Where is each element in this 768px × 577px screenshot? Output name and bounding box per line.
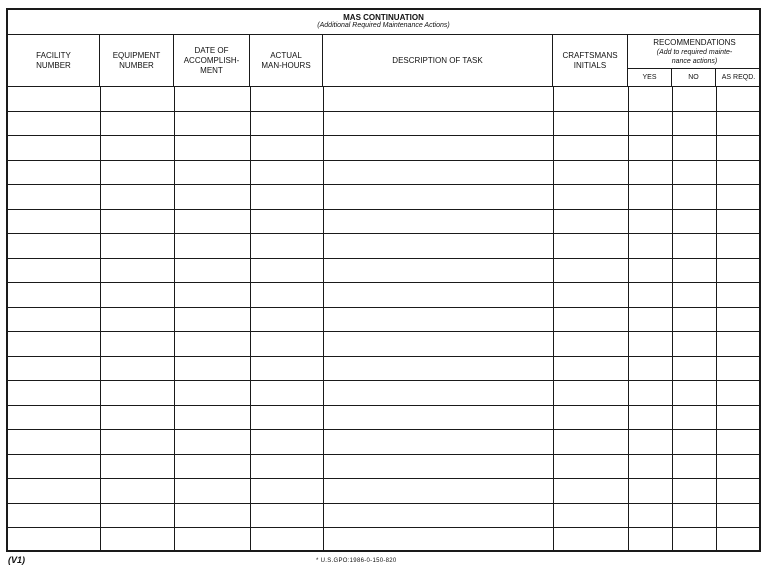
column-divider	[100, 86, 101, 552]
column-divider	[716, 86, 717, 552]
recommendations-label: RECOMMENDATIONS	[653, 38, 736, 47]
table-row	[8, 86, 759, 87]
column-divider	[672, 86, 673, 552]
table-row	[8, 258, 759, 259]
column-divider	[553, 86, 554, 552]
table-row	[8, 380, 759, 381]
header-yes: YES	[628, 69, 672, 86]
entry-grid	[8, 86, 759, 552]
column-divider	[323, 86, 324, 552]
column-divider	[628, 86, 629, 552]
header-actual-man-hours: ACTUAL MAN-HOURS	[250, 35, 323, 86]
form-version: (V1)	[8, 555, 26, 565]
header-date-of-accomplishment: DATE OF ACCOMPLISH- MENT	[174, 35, 250, 86]
header-recommendations	[628, 35, 761, 69]
recommendations-note: (Add to required mainte- nance actions)	[656, 49, 733, 65]
table-row	[8, 331, 759, 332]
table-row	[8, 503, 759, 504]
header-no: NO	[672, 69, 716, 86]
table-row	[8, 478, 759, 479]
table-row	[8, 135, 759, 136]
table-row	[8, 160, 759, 161]
table-row	[8, 282, 759, 283]
table-row	[8, 233, 759, 234]
gpo-imprint: * U.S.GPO:1986-0-150-820	[316, 558, 397, 564]
form-title-block	[8, 10, 759, 35]
table-row	[8, 184, 759, 185]
form-title: MAS CONTINUATION	[343, 13, 424, 22]
column-divider	[250, 86, 251, 552]
form-subtitle: (Additional Required Maintenance Actions)	[317, 22, 450, 29]
table-row	[8, 429, 759, 430]
table-row	[8, 405, 759, 406]
header-facility-number: FACILITY NUMBER	[8, 35, 100, 86]
header-description-of-task: DESCRIPTION OF TASK	[323, 35, 553, 86]
header-equipment-number: EQUIPMENT NUMBER	[100, 35, 174, 86]
mas-continuation-form	[6, 8, 761, 552]
table-row	[8, 111, 759, 112]
table-row	[8, 307, 759, 308]
column-divider	[174, 86, 175, 552]
table-row	[8, 356, 759, 357]
header-craftsmans-initials: CRAFTSMANS INITIALS	[553, 35, 628, 86]
table-row	[8, 209, 759, 210]
table-row	[8, 454, 759, 455]
header-as-reqd: AS REQD.	[721, 74, 756, 81]
table-row	[8, 527, 759, 528]
